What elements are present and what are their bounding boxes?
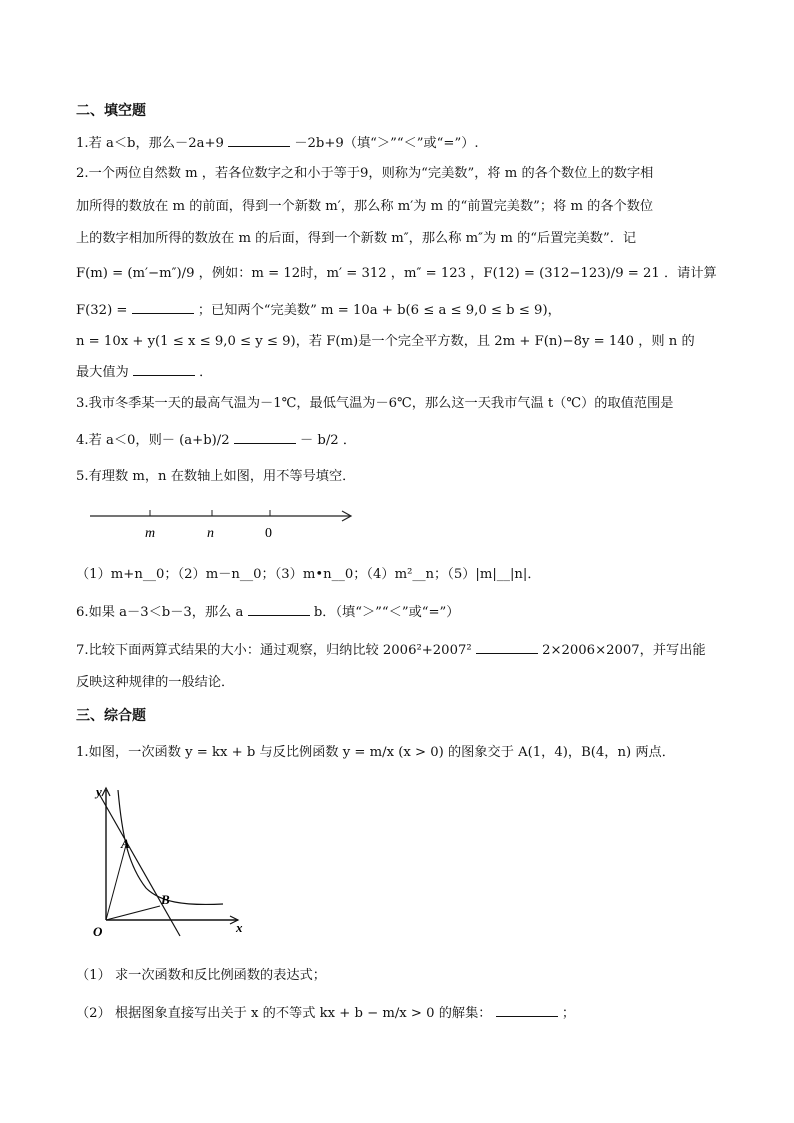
- answer-blank[interactable]: [496, 1002, 558, 1017]
- linear-function-line: [98, 792, 180, 936]
- answer-blank[interactable]: [133, 361, 195, 376]
- question-1-text: 1.若 a＜b，那么－2a+9: [76, 136, 224, 151]
- label-n: n: [207, 526, 214, 541]
- question-5: 5.有理数 m，n 在数轴上如图，用不等号填空．: [76, 469, 356, 484]
- label-m: m: [145, 526, 156, 541]
- question-3: 3.我市冬季某一天的最高气温为－1℃，最低气温为－6℃，那么这一天我市气温 t（℃）的取值范围是: [76, 396, 674, 411]
- question-2-line-5a: F(32) =: [76, 303, 128, 318]
- question-5-answers: （1）m+n__0；（2）m－n__0；（3）m•n__0；（4）m²__n；（5）|m|__|n|．: [76, 567, 541, 582]
- label-point-a: A: [121, 836, 130, 851]
- segment-oa: [106, 845, 126, 920]
- question-4: [76, 429, 726, 451]
- inverse-function-curve: [118, 790, 223, 904]
- answer-blank[interactable]: [248, 601, 310, 616]
- question-1: [76, 132, 726, 154]
- question-6-text: 6.如果 a－3＜b－3，那么 a: [76, 605, 244, 620]
- answer-blank[interactable]: [476, 639, 538, 654]
- number-line-figure: [88, 503, 358, 543]
- comprehensive-question-1-sub-2a: （2） 根据图象直接写出关于 x 的不等式 kx + b − m/x > 0 的解集：: [76, 1006, 492, 1021]
- question-2-line-7a: 最大值为: [76, 365, 129, 380]
- label-point-b: B: [161, 892, 170, 907]
- question-7-line-1: [76, 639, 726, 661]
- question-2-line-6: n = 10x + y(1 ≤ x ≤ 9,0 ≤ y ≤ 9)，若 F(m)是一个完全平方数，且 2m + F(n)−8y = 140 ，则 n 的: [76, 334, 695, 349]
- question-2-line-7b: ．: [199, 365, 213, 380]
- comprehensive-question-1-sub-2: [76, 1002, 726, 1024]
- question-4-text: 4.若 a＜0，则－ (a+b)/2: [76, 433, 230, 448]
- comprehensive-question-1: 1.如图，一次函数 y = kx + b 与反比例函数 y = m/x (x > 0) 的图象交于 A(1，4)，B(4，n) 两点．: [76, 745, 675, 760]
- question-6-after: b．（填“＞”“＜”或“=”）: [313, 605, 460, 620]
- question-4-after: － b/2 ．: [300, 433, 357, 448]
- question-7-line-1b: 2×2006×2007，并写出能: [542, 643, 706, 658]
- question-7-line-1a: 7.比较下面两算式结果的大小：通过观察，归纳比较 2006²+2007²: [76, 643, 472, 658]
- segment-ob: [106, 906, 160, 920]
- function-graph-figure: [88, 780, 268, 940]
- label-y: y: [96, 784, 102, 799]
- question-2-line-1: 2.一个两位自然数 m ，若各位数字之和小于等于9，则称为“完美数”，将 m 的各个数位上的数字相: [76, 166, 654, 181]
- answer-blank[interactable]: [234, 429, 296, 444]
- question-2-line-4: F(m) = (m′−m″)/9 ，例如：m = 12时，m′ = 312 ，m″ = 123 ，F(12) = (312−123)/9 = 21 ．请计算: [76, 266, 717, 281]
- question-2-line-3: 上的数字相加所得的数放在 m 的后面，得到一个新数 m″，那么称 m″为 m 的“后置完美数”．记: [76, 231, 637, 246]
- answer-blank[interactable]: [228, 132, 290, 147]
- question-2-line-5b: ；已知两个“完美数” m = 10a + b(6 ≤ a ≤ 9,0 ≤ b ≤ 9)，: [197, 303, 561, 318]
- question-2-line-5: [76, 299, 726, 321]
- question-6: [76, 601, 726, 623]
- question-2-line-7: [76, 361, 726, 383]
- label-origin: O: [93, 924, 103, 939]
- label-zero: 0: [265, 526, 272, 541]
- section-title-fill-in: 二、填空题: [76, 103, 146, 119]
- answer-blank[interactable]: [132, 299, 194, 314]
- question-1-after: －2b+9（填“＞”“＜”或“=”）.: [294, 136, 479, 151]
- question-7-line-2: 反映这种规律的一般结论．: [76, 675, 235, 690]
- comprehensive-question-1-sub-2b: ；: [561, 1006, 576, 1021]
- label-x: x: [236, 920, 243, 935]
- comprehensive-question-1-sub-1: （1） 求一次函数和反比例函数的表达式；: [76, 968, 326, 983]
- section-title-comprehensive: 三、综合题: [76, 708, 146, 724]
- question-2-line-2: 加所得的数放在 m 的前面，得到一个新数 m′，那么称 m′为 m 的“前置完美数”；将 m 的各个数位: [76, 199, 654, 214]
